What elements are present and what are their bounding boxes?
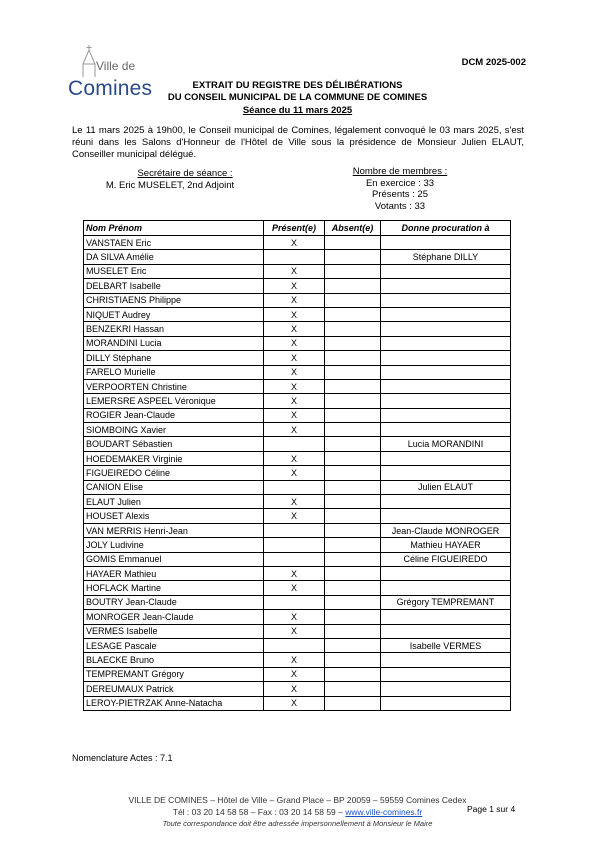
absent-cell: [325, 379, 381, 393]
table-row: [84, 638, 511, 652]
table-row: [84, 523, 511, 537]
proxy-cell: [381, 423, 511, 437]
present-cell: X: [264, 408, 325, 422]
absent-cell: [325, 236, 381, 250]
member-name-cell: HOFLACK Martine: [84, 581, 264, 595]
proxy-cell: [381, 509, 511, 523]
table-row: [84, 610, 511, 624]
member-name-cell: VAN MERRIS Henri-Jean: [84, 523, 264, 537]
footer-address: VILLE DE COMINES – Hôtel de Ville – Grand Place – BP 20059 – 59559 Comines Cedex: [128, 795, 467, 805]
members-block: [340, 166, 460, 212]
table-row: [84, 279, 511, 293]
present-cell: X: [264, 653, 325, 667]
member-name-cell: LESAGE Pascale: [84, 638, 264, 652]
header-title-line2: DU CONSEIL MUNICIPAL DE LA COMMUNE DE COMINES: [167, 92, 428, 103]
present-cell: X: [264, 279, 325, 293]
table-row: [84, 379, 511, 393]
absent-cell: [325, 696, 381, 710]
present-cell: X: [264, 667, 325, 681]
proxy-cell: [381, 495, 511, 509]
present-cell: X: [264, 466, 325, 480]
absent-cell: [325, 552, 381, 566]
table-row: [84, 466, 511, 480]
present-cell: X: [264, 423, 325, 437]
table-row: [84, 437, 511, 451]
table-row: [84, 595, 511, 609]
table-row: [84, 423, 511, 437]
proxy-cell: [381, 653, 511, 667]
absent-cell: [325, 581, 381, 595]
members-in-office: En exercice : 33: [365, 177, 435, 189]
proxy-cell: Jean-Claude MONROGER: [381, 523, 511, 537]
proxy-cell: [381, 466, 511, 480]
present-cell: X: [264, 336, 325, 350]
table-row: [84, 293, 511, 307]
member-name-cell: MUSELET Eric: [84, 264, 264, 278]
absent-cell: [325, 351, 381, 365]
member-name-cell: GOMIS Emmanuel: [84, 552, 264, 566]
table-row: [84, 408, 511, 422]
absent-cell: [325, 264, 381, 278]
absent-cell: [325, 667, 381, 681]
absent-cell: [325, 538, 381, 552]
attendance-table: [83, 220, 511, 711]
proxy-cell: [381, 379, 511, 393]
present-cell: X: [264, 495, 325, 509]
absent-cell: [325, 307, 381, 321]
table-row: [84, 480, 511, 494]
column-header-proxy: Donne procuration à: [381, 221, 511, 236]
absent-cell: [325, 394, 381, 408]
proxy-cell: [381, 322, 511, 336]
present-cell: [264, 523, 325, 537]
present-cell: [264, 552, 325, 566]
logo-text-comines: Comines: [68, 77, 153, 100]
present-cell: X: [264, 610, 325, 624]
table-row: [84, 264, 511, 278]
table-row: [84, 581, 511, 595]
table-row: [84, 682, 511, 696]
absent-cell: [325, 451, 381, 465]
nomenclature-note: Nomenclature Actes : 7.1: [72, 753, 173, 763]
absent-cell: [325, 638, 381, 652]
present-cell: X: [264, 264, 325, 278]
member-name-cell: MONROGER Jean-Claude: [84, 610, 264, 624]
member-name-cell: VERMES Isabelle: [84, 624, 264, 638]
member-name-cell: BENZEKRI Hassan: [84, 322, 264, 336]
present-cell: X: [264, 236, 325, 250]
table-row: [84, 509, 511, 523]
member-name-cell: VANSTAEN Eric: [84, 236, 264, 250]
table-row: [84, 250, 511, 264]
present-cell: X: [264, 451, 325, 465]
present-cell: X: [264, 682, 325, 696]
member-name-cell: DELBART Isabelle: [84, 279, 264, 293]
table-row: [84, 538, 511, 552]
present-cell: X: [264, 379, 325, 393]
absent-cell: [325, 466, 381, 480]
table-row: [84, 696, 511, 710]
members-present: Présents : 25: [372, 189, 428, 200]
table-row: [84, 624, 511, 638]
proxy-cell: [381, 293, 511, 307]
member-name-cell: JOLY Ludivine: [84, 538, 264, 552]
proxy-cell: [381, 696, 511, 710]
present-cell: [264, 638, 325, 652]
proxy-cell: [381, 566, 511, 580]
present-cell: [264, 538, 325, 552]
proxy-cell: [381, 264, 511, 278]
website-link[interactable]: www.ville-comines.fr: [345, 807, 423, 817]
absent-cell: [325, 509, 381, 523]
absent-cell: [325, 423, 381, 437]
table-row: [84, 667, 511, 681]
absent-cell: [325, 322, 381, 336]
header-title-line1: EXTRAIT DU REGISTRE DES DÉLIBÉRATIONS: [192, 80, 403, 91]
absent-cell: [325, 624, 381, 638]
proxy-cell: [381, 279, 511, 293]
member-name-cell: SIOMBOING Xavier: [84, 423, 264, 437]
member-name-cell: HOUSET Alexis: [84, 509, 264, 523]
table-row: [84, 552, 511, 566]
proxy-cell: [381, 624, 511, 638]
deliberation-reference: DCM 2025-002: [461, 57, 526, 68]
proxy-cell: Céline FIGUEIREDO: [381, 552, 511, 566]
absent-cell: [325, 682, 381, 696]
absent-cell: [325, 279, 381, 293]
absent-cell: [325, 610, 381, 624]
proxy-cell: [381, 682, 511, 696]
absent-cell: [325, 480, 381, 494]
footer-phone-fax: Tél : 03 20 14 58 58 – Fax : 03 20 14 58 59 –: [172, 807, 346, 817]
proxy-cell: Lucia MORANDINI: [381, 437, 511, 451]
proxy-cell: Julien ELAUT: [381, 480, 511, 494]
member-name-cell: ELAUT Julien: [84, 495, 264, 509]
table-row: [84, 322, 511, 336]
table-row: [84, 394, 511, 408]
proxy-cell: Grégory TEMPREMANT: [381, 595, 511, 609]
table-row: [84, 495, 511, 509]
absent-cell: [325, 595, 381, 609]
member-name-cell: HOEDEMAKER Virginie: [84, 451, 264, 465]
proxy-cell: [381, 610, 511, 624]
table-row: [84, 365, 511, 379]
member-name-cell: HAYAER Mathieu: [84, 566, 264, 580]
present-cell: X: [264, 509, 325, 523]
present-cell: X: [264, 307, 325, 321]
table-header-row: [84, 221, 511, 236]
member-name-cell: MORANDINI Lucia: [84, 336, 264, 350]
present-cell: X: [264, 394, 325, 408]
member-name-cell: DEREUMAUX Patrick: [84, 682, 264, 696]
member-name-cell: DILLY Stéphane: [84, 351, 264, 365]
proxy-cell: [381, 581, 511, 595]
table-row: [84, 236, 511, 250]
present-cell: [264, 595, 325, 609]
absent-cell: [325, 523, 381, 537]
absent-cell: [325, 495, 381, 509]
absent-cell: [325, 336, 381, 350]
absent-cell: [325, 250, 381, 264]
footer-correspondence-note: Toute correspondance doit être adressée impersonnellement à Monsieur le Maire: [162, 819, 433, 828]
proxy-cell: Isabelle VERMES: [381, 638, 511, 652]
member-name-cell: DA SILVA Amélie: [84, 250, 264, 264]
proxy-cell: [381, 451, 511, 465]
page-number: Page 1 sur 4: [467, 804, 516, 814]
column-header-name: Nom Prénom: [84, 221, 264, 236]
proxy-cell: [381, 351, 511, 365]
table-row: [84, 566, 511, 580]
member-name-cell: LEROY-PIETRZAK Anne-Natacha: [84, 696, 264, 710]
table-row: [84, 451, 511, 465]
absent-cell: [325, 437, 381, 451]
member-name-cell: NIQUET Audrey: [84, 307, 264, 321]
member-name-cell: BOUDART Sébastien: [84, 437, 264, 451]
proxy-cell: Mathieu HAYAER: [381, 538, 511, 552]
absent-cell: [325, 408, 381, 422]
member-name-cell: CANION Elise: [84, 480, 264, 494]
absent-cell: [325, 365, 381, 379]
absent-cell: [325, 653, 381, 667]
proxy-cell: [381, 365, 511, 379]
proxy-cell: Stéphane DILLY: [381, 250, 511, 264]
proxy-cell: [381, 394, 511, 408]
table-row: [84, 653, 511, 667]
present-cell: X: [264, 293, 325, 307]
member-name-cell: FIGUEIREDO Céline: [84, 466, 264, 480]
intro-paragraph: Le 11 mars 2025 à 19h00, le Conseil municipal de Comines, légalement convoqué le 03 mars 2025, s'est réuni dans les Salons d'Honneur de l'Hôtel de Ville sous la présidence de Monsieur Julien ELAUT, Conseiller municipal délégué.: [72, 125, 524, 161]
member-name-cell: LEMERSRE ASPEEL Véronique: [84, 394, 264, 408]
present-cell: [264, 480, 325, 494]
present-cell: X: [264, 696, 325, 710]
table-row: [84, 351, 511, 365]
member-name-cell: TEMPREMANT Grégory: [84, 667, 264, 681]
session-date-title: Séance du 11 mars 2025: [242, 105, 353, 116]
present-cell: [264, 250, 325, 264]
present-cell: X: [264, 351, 325, 365]
members-voting: Votants : 33: [374, 200, 426, 212]
proxy-cell: [381, 336, 511, 350]
present-cell: X: [264, 566, 325, 580]
present-cell: X: [264, 581, 325, 595]
table-row: [84, 307, 511, 321]
member-name-cell: CHRISTIAENS Philippe: [84, 293, 264, 307]
secretary-label: Secrétaire de séance :: [137, 168, 233, 179]
member-name-cell: VERPOORTEN Christine: [84, 379, 264, 393]
members-label: Nombre de membres :: [352, 166, 448, 177]
column-header-absent: Absent(e): [325, 221, 381, 236]
proxy-cell: [381, 408, 511, 422]
present-cell: [264, 437, 325, 451]
proxy-cell: [381, 236, 511, 250]
proxy-cell: [381, 667, 511, 681]
secretary-name: M. Eric MUSELET, 2nd Adjoint: [105, 179, 235, 191]
proxy-cell: [381, 307, 511, 321]
absent-cell: [325, 566, 381, 580]
member-name-cell: ROGIER Jean-Claude: [84, 408, 264, 422]
member-name-cell: BOUTRY Jean-Claude: [84, 595, 264, 609]
present-cell: X: [264, 624, 325, 638]
member-name-cell: BLAECKE Bruno: [84, 653, 264, 667]
member-name-cell: FARELO Murielle: [84, 365, 264, 379]
column-header-present: Présent(e): [264, 221, 325, 236]
present-cell: X: [264, 322, 325, 336]
secretary-block: [105, 168, 260, 191]
table-row: [84, 336, 511, 350]
logo-text-ville: Ville de: [96, 59, 136, 73]
present-cell: X: [264, 365, 325, 379]
absent-cell: [325, 293, 381, 307]
